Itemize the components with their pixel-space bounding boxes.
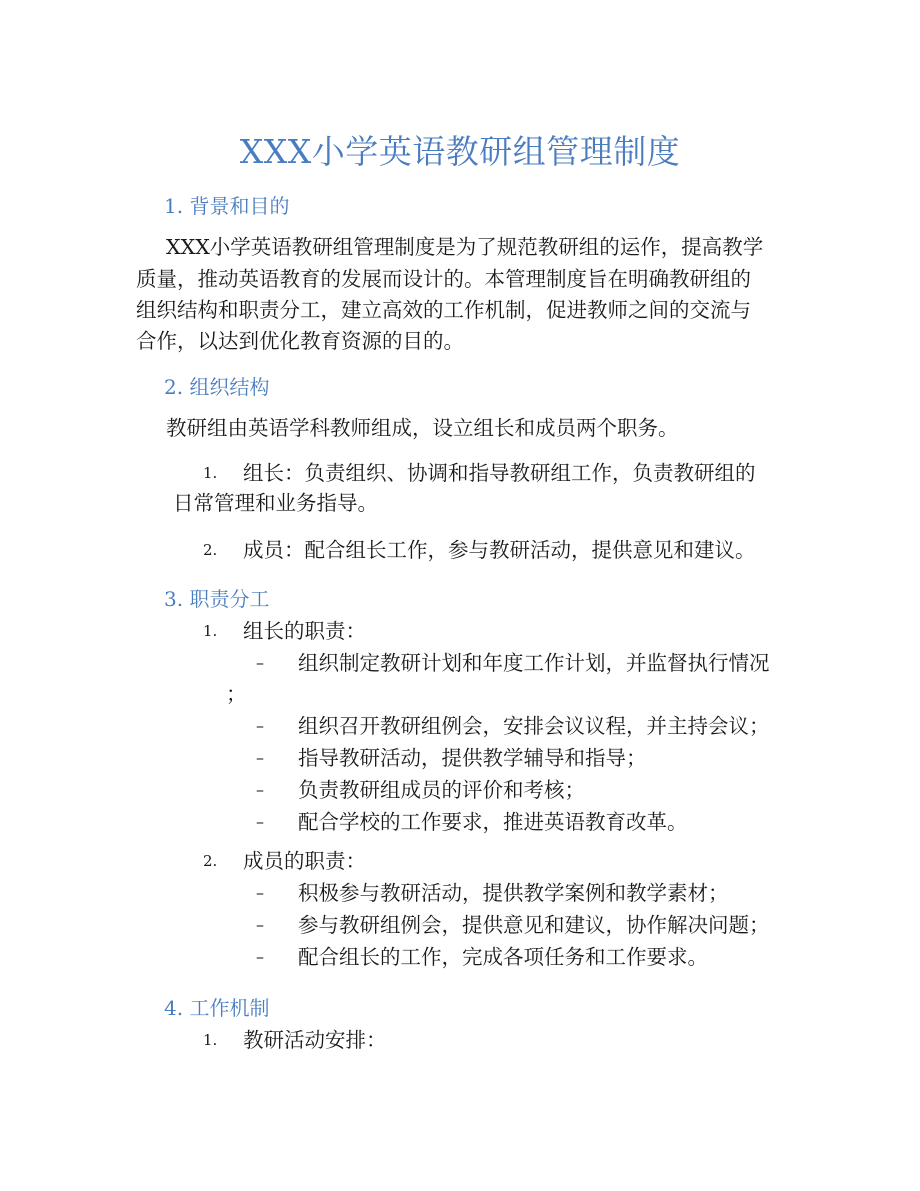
bullet-text-cont: ； xyxy=(226,682,247,706)
bullet-dash: – xyxy=(256,883,264,902)
bullet-text: 负责教研组成员的评价和考核； xyxy=(298,778,585,802)
list-number: 1. xyxy=(203,622,218,640)
list-number: 2. xyxy=(203,541,218,559)
list-number: 1. xyxy=(203,464,218,482)
section-heading-2: 2. 组织结构 xyxy=(164,375,270,399)
section-heading-1: 1. 背景和目的 xyxy=(164,194,290,218)
bullet-dash: – xyxy=(256,915,264,934)
bullet-dash: – xyxy=(256,947,264,966)
section-1-line-1: XXX小学英语教研组管理制度是为了规范教研组的运作，提高教学 xyxy=(166,235,764,259)
list-item-text: 组长：负责组织、协调和指导教研组工作，负责教研组的 xyxy=(243,461,756,485)
bullet-text: 积极参与教研活动，提供教学案例和教学素材； xyxy=(298,881,729,905)
list-item-label: 组长的职责： xyxy=(243,619,366,643)
section-2-intro: 教研组由英语学科教师组成，设立组长和成员两个职务。 xyxy=(166,416,679,440)
bullet-dash: – xyxy=(256,716,264,735)
bullet-text: 组织召开教研组例会，安排会议议程，并主持会议； xyxy=(298,714,770,738)
bullet-text: 组织制定教研计划和年度工作计划，并监督执行情况 xyxy=(298,651,770,675)
section-1-line-2: 质量，推动英语教育的发展而设计的。本管理制度旨在明确教研组的 xyxy=(136,267,751,291)
bullet-text: 配合组长的工作，完成各项任务和工作要求。 xyxy=(298,945,708,969)
list-item-label: 教研活动安排： xyxy=(243,1028,387,1052)
bullet-text: 参与教研组例会，提供意见和建议，协作解决问题； xyxy=(298,913,770,937)
list-number: 1. xyxy=(203,1031,218,1049)
document-title: XXX小学英语教研组管理制度 xyxy=(239,132,681,171)
list-item-text: 成员：配合组长工作，参与教研活动，提供意见和建议。 xyxy=(243,538,756,562)
bullet-text: 配合学校的工作要求，推进英语教育改革。 xyxy=(298,810,688,834)
list-item-label: 成员的职责： xyxy=(243,849,366,873)
list-number: 2. xyxy=(203,852,218,870)
bullet-dash: – xyxy=(256,780,264,799)
section-1-line-3: 组织结构和职责分工，建立高效的工作机制，促进教师之间的交流与 xyxy=(136,298,751,322)
section-heading-3: 3. 职责分工 xyxy=(164,587,270,611)
bullet-dash: – xyxy=(256,748,264,767)
bullet-dash: – xyxy=(256,653,264,672)
section-1-line-4: 合作，以达到优化教育资源的目的。 xyxy=(136,329,464,353)
list-item-text-cont: 日常管理和业务指导。 xyxy=(173,491,378,515)
bullet-dash: – xyxy=(256,812,264,831)
bullet-text: 指导教研活动，提供教学辅导和指导； xyxy=(298,746,647,770)
section-heading-4: 4. 工作机制 xyxy=(164,996,270,1020)
